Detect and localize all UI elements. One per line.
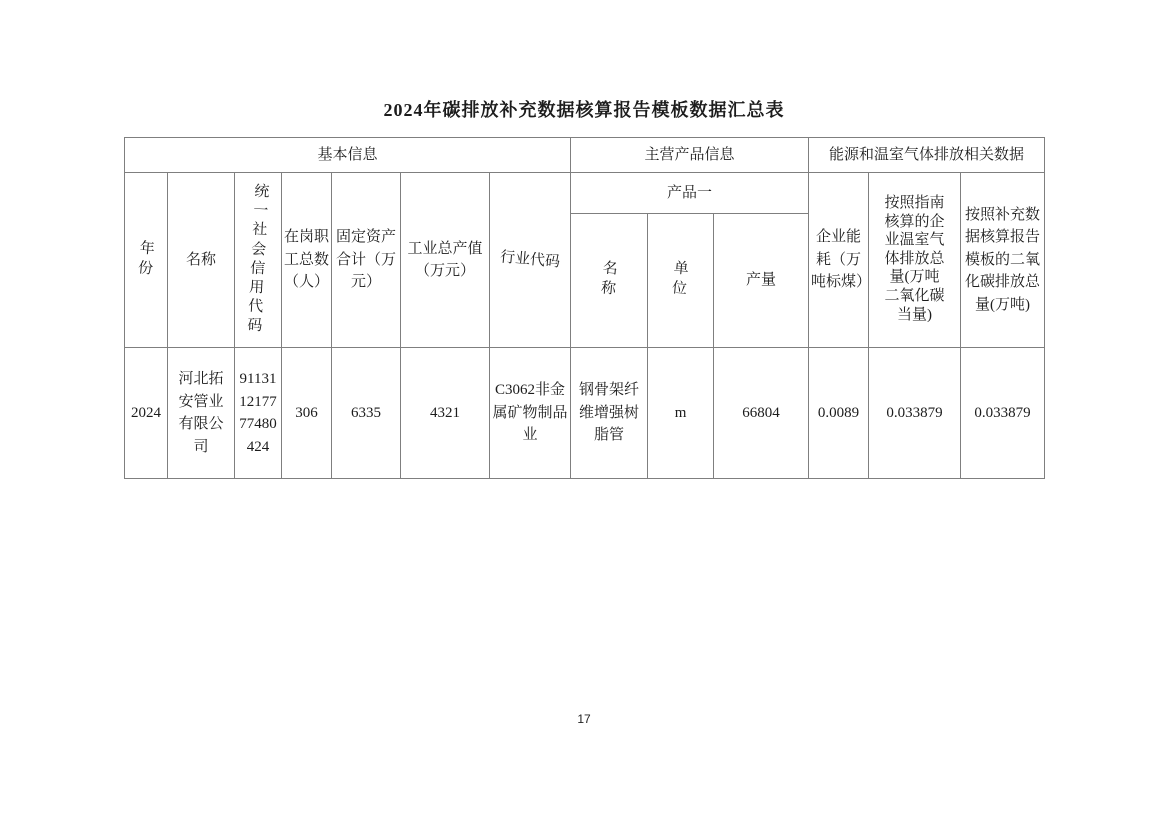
col-header-product-output (714, 214, 809, 348)
cell-credit-code: 911311217777480424 (235, 348, 282, 479)
cell-industrial-output: 4321 (401, 348, 490, 479)
col-header-fixed-assets (332, 173, 401, 348)
group-main-product-info: 主营产品信息 (571, 138, 809, 173)
cell-industry-code: C3062非金属矿物制品业 (490, 348, 571, 479)
group-header-row (125, 138, 1045, 173)
col-header-year-label: 年份 (137, 240, 156, 278)
page-number: 17 (577, 712, 591, 726)
col-header-year (125, 173, 168, 348)
col-header-co2-template-label: 按照补充数据核算报告模板的二氧化碳排放总量(万吨) (965, 206, 1041, 313)
col-header-industrial-output (401, 173, 490, 348)
cell-ghg-guideline: 0.033879 (869, 348, 961, 479)
page-title: 2024年碳排放补充数据核算报告模板数据汇总表 (383, 100, 785, 120)
col-header-employees (282, 173, 332, 348)
cell-name: 河北拓安管业有限公司 (168, 348, 235, 479)
col-header-product-name-label: 名称 (600, 260, 619, 298)
col-header-co2-template (961, 173, 1045, 348)
group-product-one: 产品一 (571, 173, 809, 214)
col-header-energy-consumption (809, 173, 872, 348)
cell-co2-template: 0.033879 (961, 348, 1045, 479)
col-header-ghg-guideline (869, 173, 961, 348)
col-header-industry-code-label: 行业代码 (499, 249, 561, 271)
cell-employees: 306 (282, 348, 332, 479)
cell-product-name: 钢骨架纤维增强树脂管 (571, 348, 648, 479)
col-header-product-unit-label: 单位 (671, 260, 690, 298)
col-header-credit-code-label: 统一社会信用代码 (246, 183, 270, 335)
col-header-product-output-label: 产量 (746, 272, 777, 289)
col-header-product-name (571, 214, 648, 348)
cell-year: 2024 (125, 348, 168, 479)
col-header-product-unit (648, 214, 714, 348)
col-header-name (168, 173, 235, 348)
col-header-credit-code (235, 173, 282, 348)
cell-product-output: 66804 (714, 348, 809, 479)
col-header-name-label: 名称 (185, 251, 216, 268)
table-row (125, 348, 1045, 479)
summary-table (124, 137, 1045, 479)
group-energy-ghg-data: 能源和温室气体排放相关数据 (809, 138, 1045, 173)
group-basic-info: 基本信息 (125, 138, 571, 173)
cell-fixed-assets: 6335 (332, 348, 401, 479)
col-header-industry-code (490, 173, 571, 348)
col-header-employees-label: 在岗职工总数（人） (284, 229, 330, 291)
col-header-industrial-output-label: 工业总产值（万元） (407, 240, 483, 279)
cell-product-unit: m (648, 348, 714, 479)
column-header-row-1 (125, 173, 1045, 214)
col-header-ghg-guideline-label: 按照指南核算的企业温室气体排放总量(万吨二氧化碳当量) (884, 194, 945, 323)
col-header-energy-consumption-label: 企业能耗（万吨标煤） (811, 229, 872, 291)
col-header-fixed-assets-label: 固定资产合计（万元） (335, 229, 396, 291)
cell-energy-consumption: 0.0089 (809, 348, 869, 479)
